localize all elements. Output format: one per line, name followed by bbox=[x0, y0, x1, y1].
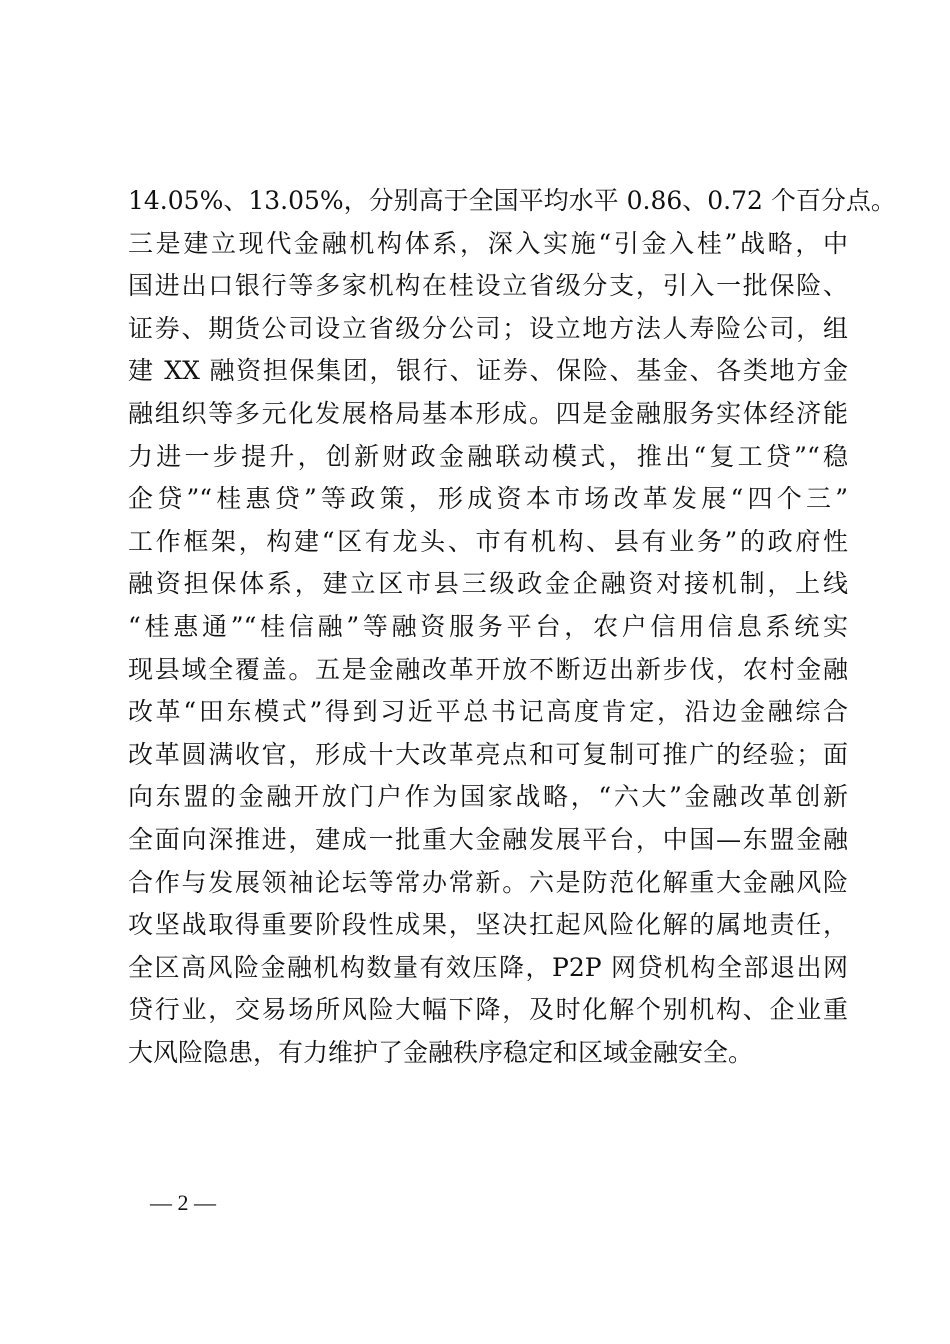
text-line: 14.05%、13.05%，分别高于全国平均水平 0.86、0.72 个百分点。 bbox=[128, 186, 896, 215]
text-line: 大风险隐患，有力维护了金融秩序稳定和区域金融安全。 bbox=[128, 1037, 754, 1067]
text-line: 现县域全覆盖。五是金融改革开放不断迈出新步伐，农村金融 bbox=[128, 654, 848, 684]
text-line: 三是建立现代金融机构体系，深入实施“引金入桂”战略，中 bbox=[128, 228, 848, 258]
text-line: “桂惠通”“桂信融”等融资服务平台，农户信用信息系统实 bbox=[128, 611, 848, 641]
text-line: 企贷”“桂惠贷”等政策，形成资本市场改革发展“四个三” bbox=[128, 484, 848, 514]
text-line: 贷行业，交易场所风险大幅下降，及时化解个别机构、企业重 bbox=[128, 995, 848, 1025]
text-line: 改革圆满收官，形成十大改革亮点和可复制可推广的经验；面 bbox=[128, 739, 848, 769]
text-line: 合作与发展领袖论坛等常办常新。六是防范化解重大金融风险 bbox=[128, 867, 848, 897]
text-line: 融资担保体系，建立区市县三级政金企融资对接机制，上线 bbox=[128, 569, 848, 599]
text-line: 攻坚战取得重要阶段性成果，坚决扛起风险化解的属地责任， bbox=[128, 910, 848, 940]
text-line: 全区高风险金融机构数量有效压降，P2P 网贷机构全部退出网 bbox=[128, 952, 848, 982]
text-line: 力进一步提升，创新财政金融联动模式，推出“复工贷”“稳 bbox=[128, 441, 848, 471]
body-paragraph bbox=[128, 180, 896, 1074]
text-line: 建 XX 融资担保集团，银行、证券、保险、基金、各类地方金 bbox=[128, 356, 848, 386]
text-line: 证券、期货公司设立省级分公司；设立地方法人寿险公司，组 bbox=[128, 313, 848, 343]
text-line: 融组织等多元化发展格局基本形成。四是金融服务实体经济能 bbox=[128, 398, 848, 428]
text-line: 国进出口银行等多家机构在桂设立省级分支，引入一批保险、 bbox=[128, 271, 848, 301]
text-line: 改革“田东模式”得到习近平总书记高度肯定，沿边金融综合 bbox=[128, 697, 848, 727]
text-line: 工作框架，构建“区有龙头、市有机构、县有业务”的政府性 bbox=[128, 526, 848, 556]
text-line: 全面向深推进，建成一批重大金融发展平台，中国—东盟金融 bbox=[128, 824, 848, 854]
text-line: 向东盟的金融开放门户作为国家战略，“六大”金融改革创新 bbox=[128, 782, 848, 812]
page-number: — 2 — bbox=[150, 1190, 216, 1215]
